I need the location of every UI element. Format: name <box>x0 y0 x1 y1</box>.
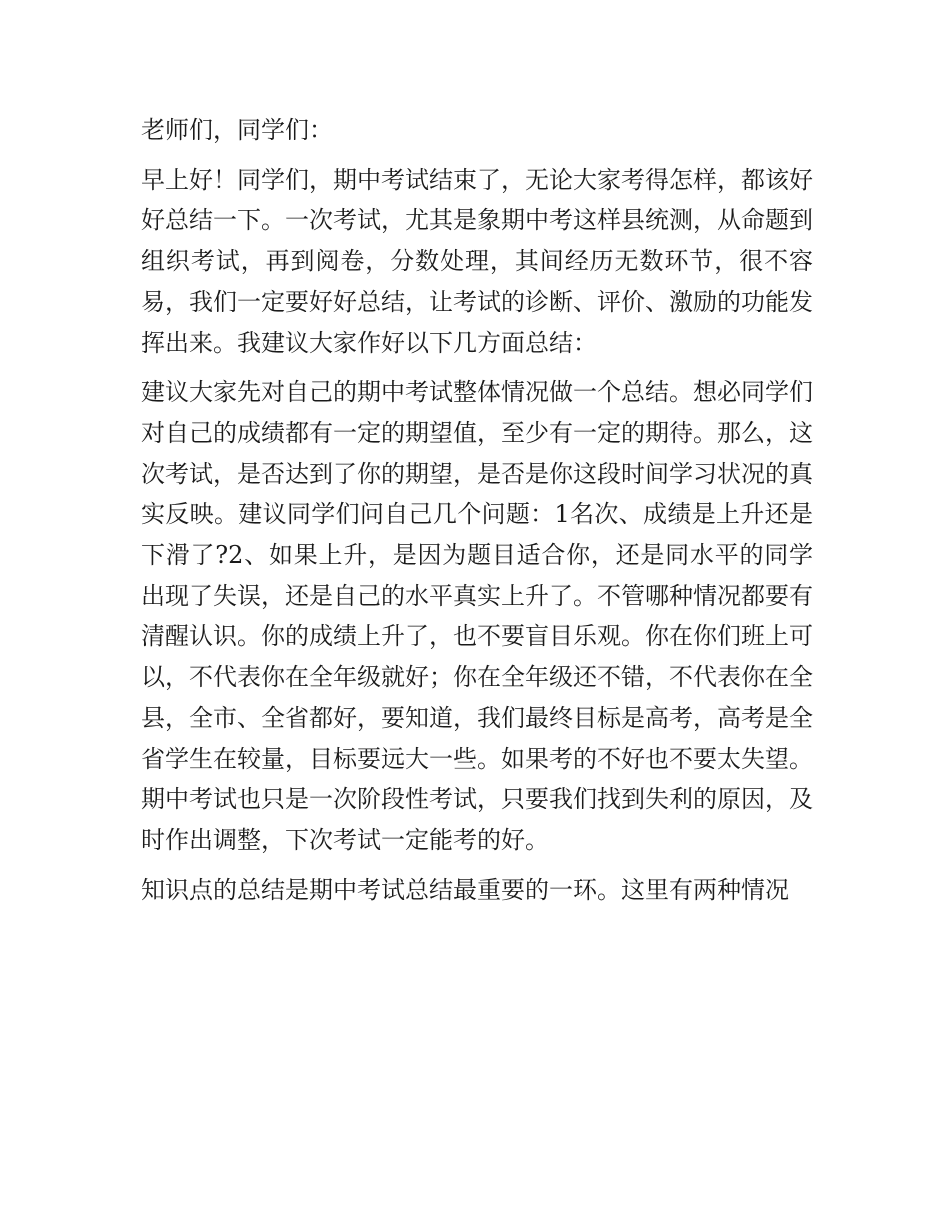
overall-summary-paragraph: 建议大家先对自己的期中考试整体情况做一个总结。想必同学们对自己的成绩都有一定的期望值，至少有一定的期待。那么，这次考试，是否达到了你的期望，是否是你这段时间学习状况的真实反映。建议同学们问自己几个问题：1名次、成绩是上升还是下滑了?2、如果上升，是因为题目适合你，还是同水平的同学出现了失误，还是自己的水平真实上升了。不管哪种情况都要有清醒认识。你的成绩上升了，也不要盲目乐观。你在你们班上可以，不代表你在全年级就好；你在全年级还不错，不代表你在全县，全市、全省都好，要知道，我们最终目标是高考，高考是全省学生在较量，目标要远大一些。如果考的不好也不要太失望。期中考试也只是一次阶段性考试，只要我们找到失利的原因，及时作出调整，下次考试一定能考的好。 <box>141 378 813 854</box>
greeting-paragraph: 早上好！同学们，期中考试结束了，无论大家考得怎样，都该好好总结一下。一次考试，尤其是象期中考这样县统测，从命题到组织考试，再到阅卷，分数处理，其间经历无数环节，很不容易，我们一定要好好总结，让考试的诊断、评价、激励的功能发挥出来。我建议大家作好以下几方面总结： <box>141 165 813 357</box>
knowledge-summary-paragraph: 知识点的总结是期中考试总结最重要的一环。这里有两种情况 <box>141 875 789 904</box>
salutation-paragraph: 老师们，同学们： <box>141 116 333 144</box>
document-body <box>141 110 813 919</box>
